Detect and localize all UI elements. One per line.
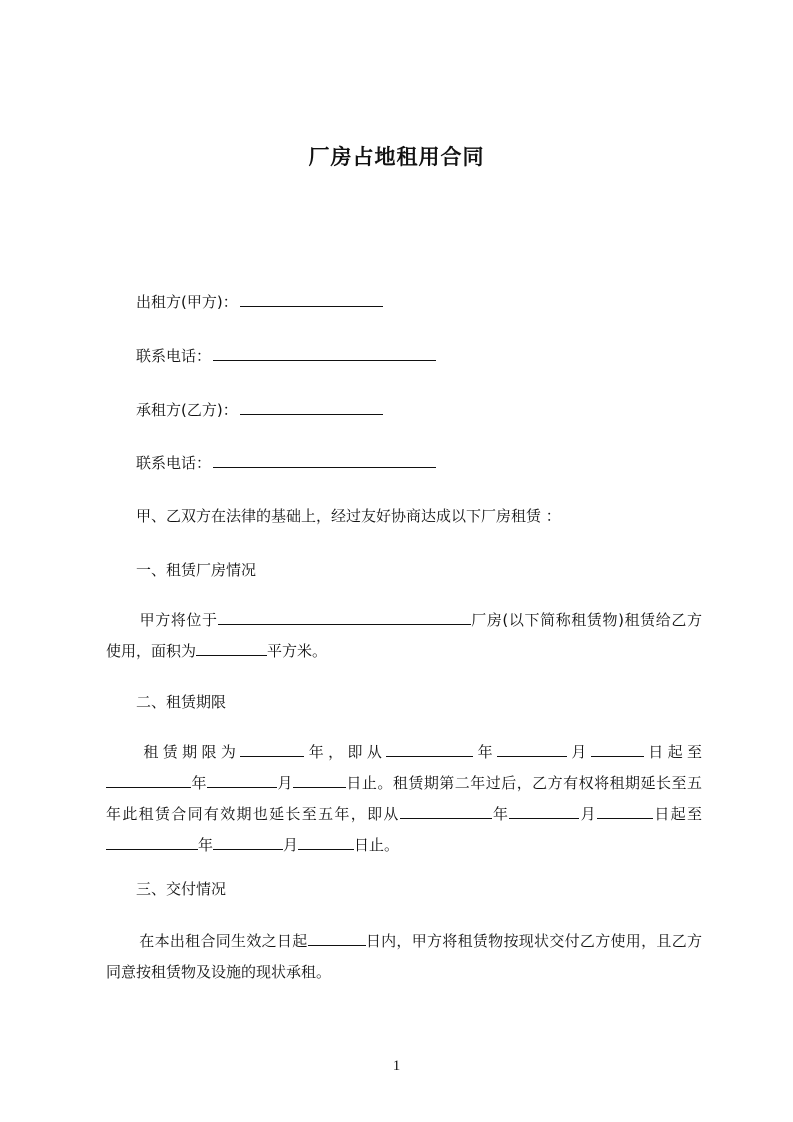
ext-start-month-blank[interactable] [509, 802, 579, 819]
ext-start-year-blank[interactable] [400, 802, 492, 819]
section-2-heading: 二、租赁期限 [136, 693, 227, 711]
delivery-days-blank[interactable] [308, 929, 366, 946]
s2-text-g: 月 [276, 774, 293, 792]
lessor-name-blank[interactable] [240, 292, 383, 307]
lessee-line [136, 400, 383, 420]
area-blank[interactable] [196, 639, 267, 656]
end-year-blank[interactable] [106, 771, 191, 788]
lessee-label: 承租方(乙方)： [136, 401, 238, 419]
section-2-paragraph [106, 737, 702, 861]
intro-text: 甲、乙双方在法律的基础上，经过友好协商达成以下厂房租赁 ： [136, 507, 561, 525]
term-years-blank[interactable] [240, 740, 304, 757]
s2-text-l: 年 [198, 836, 214, 854]
lessee-phone-blank[interactable] [213, 453, 436, 468]
start-year-blank[interactable] [386, 740, 473, 757]
lessor-phone-label: 联系电话： [136, 347, 212, 365]
s2-text-c: 年 [473, 743, 498, 761]
s1-text-b: 厂房(以下简称租赁物)租赁给乙方使用，面积为 [106, 611, 702, 660]
lessor-line [136, 292, 383, 312]
s3-text-a: 在本出租合同生效之日起 [139, 932, 308, 950]
lessee-phone-line [136, 453, 436, 473]
end-month-blank[interactable] [207, 771, 277, 788]
s1-text-a: 甲方将位于 [139, 611, 218, 629]
s2-text-a: 租赁期限为 [139, 743, 241, 761]
document-title: 厂房占地租用合同 [308, 145, 485, 169]
ext-start-day-blank[interactable] [597, 802, 653, 819]
lessor-label: 出租方(甲方)： [136, 293, 238, 311]
s2-text-b: 年，即从 [304, 743, 387, 761]
lessor-phone-line [136, 346, 436, 366]
page-number: 1 [392, 1058, 401, 1074]
section-1-paragraph [106, 605, 702, 667]
s1-text-c: 平方米。 [267, 642, 328, 660]
ext-end-year-blank[interactable] [106, 833, 198, 850]
start-month-blank[interactable] [497, 740, 567, 757]
lessee-name-blank[interactable] [240, 400, 383, 415]
s3-text-b: 日内，甲方将租赁物按现状交付乙方使用，且乙方同意按租赁物及设施的现状承租。 [106, 932, 702, 981]
s2-text-m: 月 [283, 836, 299, 854]
s2-text-h: 日止。租赁期第二年过后，乙方有权将租期延长至五年此租赁合同有效期也延长至五年，即从 [106, 774, 702, 823]
lessee-phone-label: 联系电话： [136, 454, 212, 472]
section-3-paragraph [106, 926, 702, 988]
s2-text-f: 年 [191, 774, 207, 792]
s2-text-k: 日起至 [653, 805, 702, 823]
section-3-heading: 三、交付情况 [136, 880, 227, 898]
s2-text-j: 月 [579, 805, 597, 823]
section-1-heading: 一、租赁厂房情况 [136, 561, 257, 579]
s2-text-i: 年 [491, 805, 510, 823]
start-day-blank[interactable] [591, 740, 644, 757]
ext-end-month-blank[interactable] [213, 833, 283, 850]
s2-text-d: 月 [567, 743, 591, 761]
lessor-phone-blank[interactable] [213, 346, 436, 361]
s2-text-e: 日起至 [643, 743, 702, 761]
location-blank[interactable] [218, 608, 471, 625]
end-day-blank[interactable] [293, 771, 346, 788]
s2-text-n: 日止。 [354, 836, 400, 854]
ext-end-day-blank[interactable] [298, 833, 354, 850]
